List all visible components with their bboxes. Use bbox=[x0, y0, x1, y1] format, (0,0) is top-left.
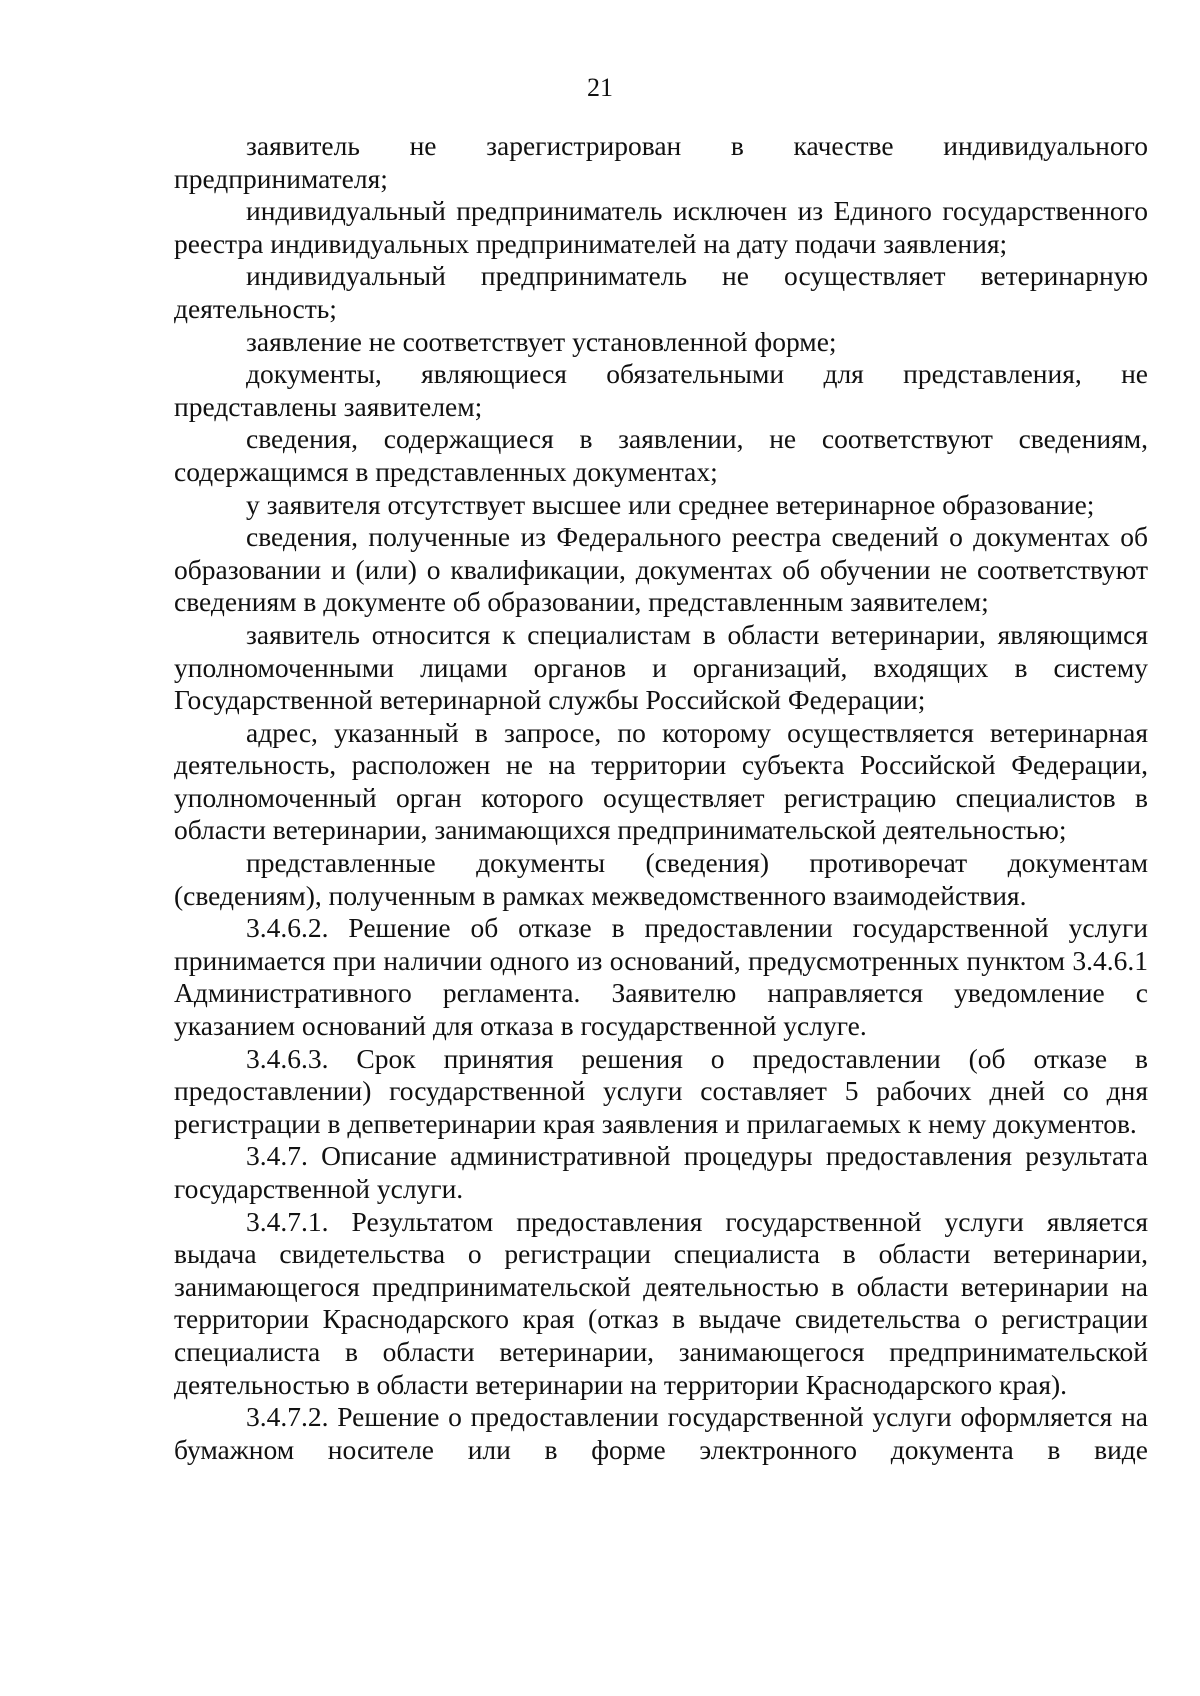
paragraph: документы, являющиеся обязательными для представления, не представлены заявителем; bbox=[174, 358, 1148, 422]
paragraph: сведения, содержащиеся в заявлении, не соответствуют сведениям, содержащимся в представленных документах; bbox=[174, 423, 1148, 487]
paragraph: заявитель относится к специалистам в области ветеринарии, являющимся уполномоченными лицами органов и организаций, входящих в систему Государственной ветеринарной службы Российской Федерации; bbox=[174, 618, 1148, 716]
paragraph: 3.4.6.2. Решение об отказе в предоставлении государственной услуги принимается при наличии одного из оснований, предусмотренных пунктом 3.4.6.1 Административного регламента. Заявителю направляется уведомление с указанием оснований для отказа в государственной услуге. bbox=[174, 912, 1148, 1042]
document-body bbox=[174, 130, 1148, 1466]
paragraph: 3.4.6.3. Срок принятия решения о предоставлении (об отказе в предоставлении) государственной услуги составляет 5 рабочих дней со дня регистрации в депветеринарии края заявления и прилагаемых к нему документов. bbox=[174, 1042, 1148, 1139]
paragraph: 3.4.7. Описание административной процедуры предоставления результата государственной услуги. bbox=[174, 1140, 1148, 1204]
paragraph: сведения, полученные из Федерального реестра сведений о документах об образовании и (или) о квалификации, документах об обучении не соответствуют сведениям в документе об образовании, представленным заявителем; bbox=[174, 521, 1148, 618]
paragraph: 3.4.7.2. Решение о предоставлении государственной услуги оформляется на бумажном носителе или в форме электронного документа в виде bbox=[174, 1401, 1148, 1465]
page-number: 21 bbox=[587, 73, 613, 102]
paragraph: 3.4.7.1. Результатом предоставления государственной услуги является выдача свидетельства о регистрации специалиста в области ветеринарии, занимающегося предпринимательской деятельностью в области ветеринарии на территории Краснодарского края (отказ в выдаче свидетельства о регистрации специалиста в области ветеринарии, занимающегося предпринимательской деятельностью в области ветеринарии на территории Краснодарского края). bbox=[174, 1205, 1148, 1400]
paragraph: заявление не соответствует установленной форме; bbox=[246, 325, 837, 357]
paragraph: индивидуальный предприниматель не осуществляет ветеринарную деятельность; bbox=[174, 260, 1148, 324]
paragraph: представленные документы (сведения) противоречат документам (сведениям), полученным в рамках межведомственного взаимодействия. bbox=[174, 847, 1148, 911]
paragraph: у заявителя отсутствует высшее или среднее ветеринарное образование; bbox=[246, 488, 1095, 520]
paragraph: заявитель не зарегистрирован в качестве индивидуального предпринимателя; bbox=[174, 130, 1148, 194]
paragraph: индивидуальный предприниматель исключен из Единого государственного реестра индивидуальных предпринимателей на дату подачи заявления; bbox=[174, 195, 1148, 259]
paragraph: адрес, указанный в запросе, по которому осуществляется ветеринарная деятельность, расположен не на территории субъекта Российской Федерации, уполномоченный орган которого осуществляет регистрацию специалистов в области ветеринарии, занимающихся предпринимательской деятельностью; bbox=[174, 716, 1148, 846]
